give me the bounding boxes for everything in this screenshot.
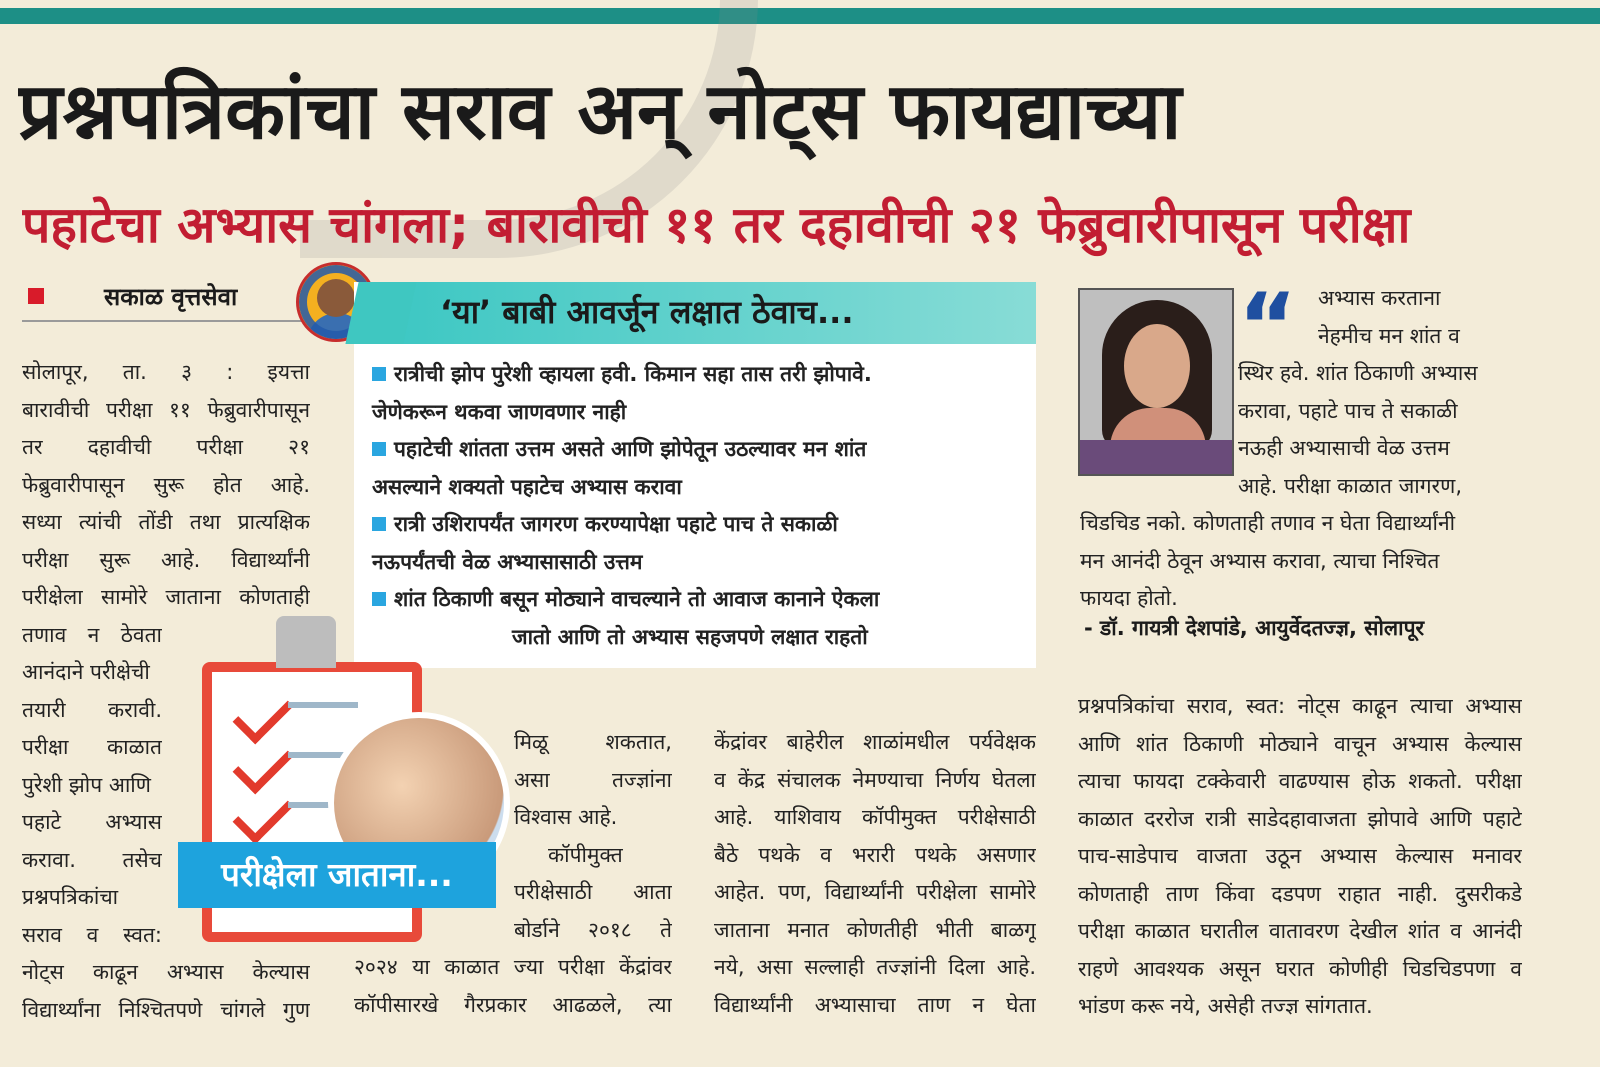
- tip-item-cont: नऊपर्यंतची वेळ अभ्यासासाठी उत्तम: [372, 549, 643, 574]
- column-1-line: तर दहावीची परीक्षा २१: [22, 435, 310, 459]
- column-4-line: काळात दररोज रात्री साडेदहावाजता झोपावे आणि पहाटे: [1078, 806, 1522, 831]
- column-1-line: पुरेशी झोप आणि: [22, 772, 151, 797]
- tips-box-title: ‘या’ बाबी आवर्जून लक्षात ठेवाच...: [440, 293, 854, 331]
- column-1-line: प्रश्नपत्रिकांचा: [22, 885, 119, 909]
- quote-mark-icon: “: [1238, 274, 1298, 379]
- expert-quote: [1318, 280, 1518, 355]
- column-4-line: पाच-साडेपाच वाजता उठून अभ्यास केल्यास मनावर: [1078, 844, 1522, 868]
- quote-attribution: - डॉ. गायत्री देशपांडे, आयुर्वेदतज्ज्ञ, सोलापूर: [1084, 616, 1425, 640]
- tips-list: [372, 356, 1022, 656]
- subheadline: पहाटेचा अभ्यास चांगला; बारावीची ११ तर दहावीची २१ फेब्रुवारीपासून परीक्षा: [22, 196, 1411, 254]
- quote-line: आहे. परीक्षा काळात जागरण,: [1238, 473, 1462, 498]
- column-2-line: असा तज्ज्ञांना: [514, 767, 672, 792]
- column-2-line: कॉपीसारखे गैरप्रकार आढळले, त्या: [354, 992, 672, 1017]
- column-3: [714, 724, 1036, 1024]
- column-1-line: परीक्षा काळात: [22, 735, 162, 759]
- column-3-line: आहे. याशिवाय कॉपीमुक्त परीक्षेसाठी: [714, 805, 1036, 829]
- quote-line: करावा, पहाटे पाच ते सकाळी: [1238, 398, 1458, 423]
- quote-line: चिडचिड नको. कोणताही तणाव न घेता विद्यार्थ्यांनी: [1080, 511, 1456, 535]
- column-3-line: व केंद्र संचालक नेमण्याचा निर्णय घेतला: [714, 767, 1036, 792]
- column-2: [514, 724, 672, 949]
- column-3-line: नये, असा सल्लाही तज्ज्ञांनी दिला आहे.: [714, 955, 1036, 979]
- square-bullet-icon: [372, 367, 386, 381]
- column-4: [1078, 688, 1522, 1026]
- column-3-line: बैठे पथके व भरारी पथके असणार: [714, 842, 1036, 867]
- column-4-line: त्याचा फायदा टक्केवारी वाढण्यास होऊ शकतो. परीक्षा: [1078, 769, 1522, 793]
- column-1-line: परीक्षा सुरू आहे. विद्यार्थ्यांनी: [22, 547, 310, 572]
- column-4-line: भांडण करू नये, असेही तज्ज्ञ सांगतात.: [1078, 994, 1373, 1018]
- quote-line: मन आनंदी ठेवून अभ्यास करावा, त्याचा निश्चित: [1080, 548, 1440, 573]
- column-1-line: सोलापूर, ता. ३ : इयत्ता: [22, 360, 310, 384]
- column-2-line: परीक्षेसाठी आता: [514, 880, 672, 904]
- column-3-line: विद्यार्थ्यांनी अभ्यासाचा ताण न घेता: [714, 992, 1036, 1017]
- column-1-line: सराव व स्वत:: [22, 922, 162, 947]
- column-4-line: प्रश्नपत्रिकांचा सराव, स्वत: नोट्स काढून त्याचा अभ्यास: [1078, 694, 1522, 718]
- column-4-line: राहणे आवश्यक असून घरात कोणीही चिडचिडपणा व: [1078, 956, 1522, 981]
- column-1-line: करावा. तसेच: [22, 847, 162, 872]
- square-bullet-icon: [372, 592, 386, 606]
- column-1-line: परीक्षेला सामोरे जाताना कोणताही: [22, 585, 310, 609]
- tips-box-header: [380, 282, 1036, 344]
- column-3-line: जाताना मनात कोणतीही भीती बाळगू: [714, 917, 1036, 942]
- quote-line: अभ्यास करताना: [1318, 286, 1441, 310]
- column-4-line: कोणताही ताण किंवा दडपण राहात नाही. दुसरीकडे: [1078, 881, 1522, 906]
- column-2-line: बोर्डाने २०१८ ते: [514, 917, 672, 942]
- square-bullet-icon: [372, 442, 386, 456]
- quote-line: स्थिर हवे. शांत ठिकाणी अभ्यास: [1238, 361, 1478, 385]
- column-1-line: बारावीची परीक्षा ११ फेब्रुवारीपासून: [22, 397, 310, 422]
- column-2-line: विश्वास आहे.: [514, 805, 618, 829]
- column-2-line: २०२४ या काळात ज्या परीक्षा केंद्रांवर: [354, 955, 672, 979]
- tip-item: शांत ठिकाणी बसून मोठ्याने वाचल्याने तो आवाज कानाने ऐकला: [372, 581, 1022, 619]
- expert-quote-cont: [1238, 355, 1518, 505]
- quote-line: नऊही अभ्यासाची वेळ उत्तम: [1238, 436, 1450, 460]
- column-3-line: केंद्रांवर बाहेरील शाळांमधील पर्यवेक्षक: [714, 730, 1036, 754]
- column-3-line: आहेत. पण, विद्यार्थ्यांनी परीक्षेला सामोरे: [714, 880, 1036, 904]
- expert-quote-wide: [1080, 505, 1520, 618]
- headline: प्रश्नपत्रिकांचा सराव अन् नोट्स फायद्याच्या: [18, 67, 1182, 157]
- tip-item: रात्रीची झोप पुरेशी व्हायला हवी. किमान सहा तास तरी झोपावे.: [372, 356, 1022, 394]
- quote-line: फायदा होतो.: [1080, 586, 1178, 610]
- column-1-line: नोट्स काढून अभ्यास केल्यास: [22, 960, 310, 984]
- tip-item: रात्री उशिरापर्यंत जागरण करण्यापेक्षा पहाटे पाच ते सकाळी: [372, 506, 1022, 544]
- tip-item: पहाटेची शांतता उत्तम असते आणि झोपेतून उठल्यावर मन शांत: [372, 431, 1022, 469]
- column-1-line: तयारी करावी.: [22, 697, 162, 722]
- column-1-line: आनंदाने परीक्षेची: [22, 660, 150, 684]
- top-accent-bar: [0, 8, 1600, 24]
- tip-item-cont: असल्याने शक्यतो पहाटेच अभ्यास करावा: [372, 474, 682, 499]
- tip-item-cont: जेणेकरून थकवा जाणवणार नाही: [372, 399, 627, 424]
- expert-photo: [1078, 288, 1234, 476]
- tip-item-cont: जातो आणि तो अभ्यास सहजपणे लक्षात राहतो: [512, 624, 868, 649]
- exam-banner: परीक्षेला जाताना...: [178, 842, 496, 908]
- column-1-line: पहाटे अभ्यास: [22, 810, 162, 834]
- column-2-line: मिळू शकतात,: [514, 730, 672, 754]
- square-bullet-icon: [372, 517, 386, 531]
- byline: [22, 278, 322, 322]
- column-2-wide: [354, 949, 672, 1024]
- column-4-line: परीक्षा काळात घरातील वातावरण देखील शांत व आनंदी: [1078, 919, 1522, 943]
- column-1-line: फेब्रुवारीपासून सुरू होत आहे.: [22, 472, 310, 497]
- column-1-line: सध्या त्यांची तोंडी तथा प्रात्यक्षिक: [22, 510, 310, 534]
- quote-line: नेहमीच मन शांत व: [1318, 323, 1460, 348]
- column-1-line: विद्यार्थ्यांना निश्चितपणे चांगले गुण: [22, 997, 310, 1022]
- column-4-line: आणि शांत ठिकाणी मोठ्याने वाचून अभ्यास केल्यास: [1078, 731, 1522, 756]
- byline-text: सकाळ वृत्तसेवा: [104, 283, 238, 311]
- column-1-line: तणाव न ठेवता: [22, 622, 162, 647]
- column-2-line: कॉपीमुक्त: [548, 842, 623, 867]
- byline-square-icon: [28, 288, 44, 304]
